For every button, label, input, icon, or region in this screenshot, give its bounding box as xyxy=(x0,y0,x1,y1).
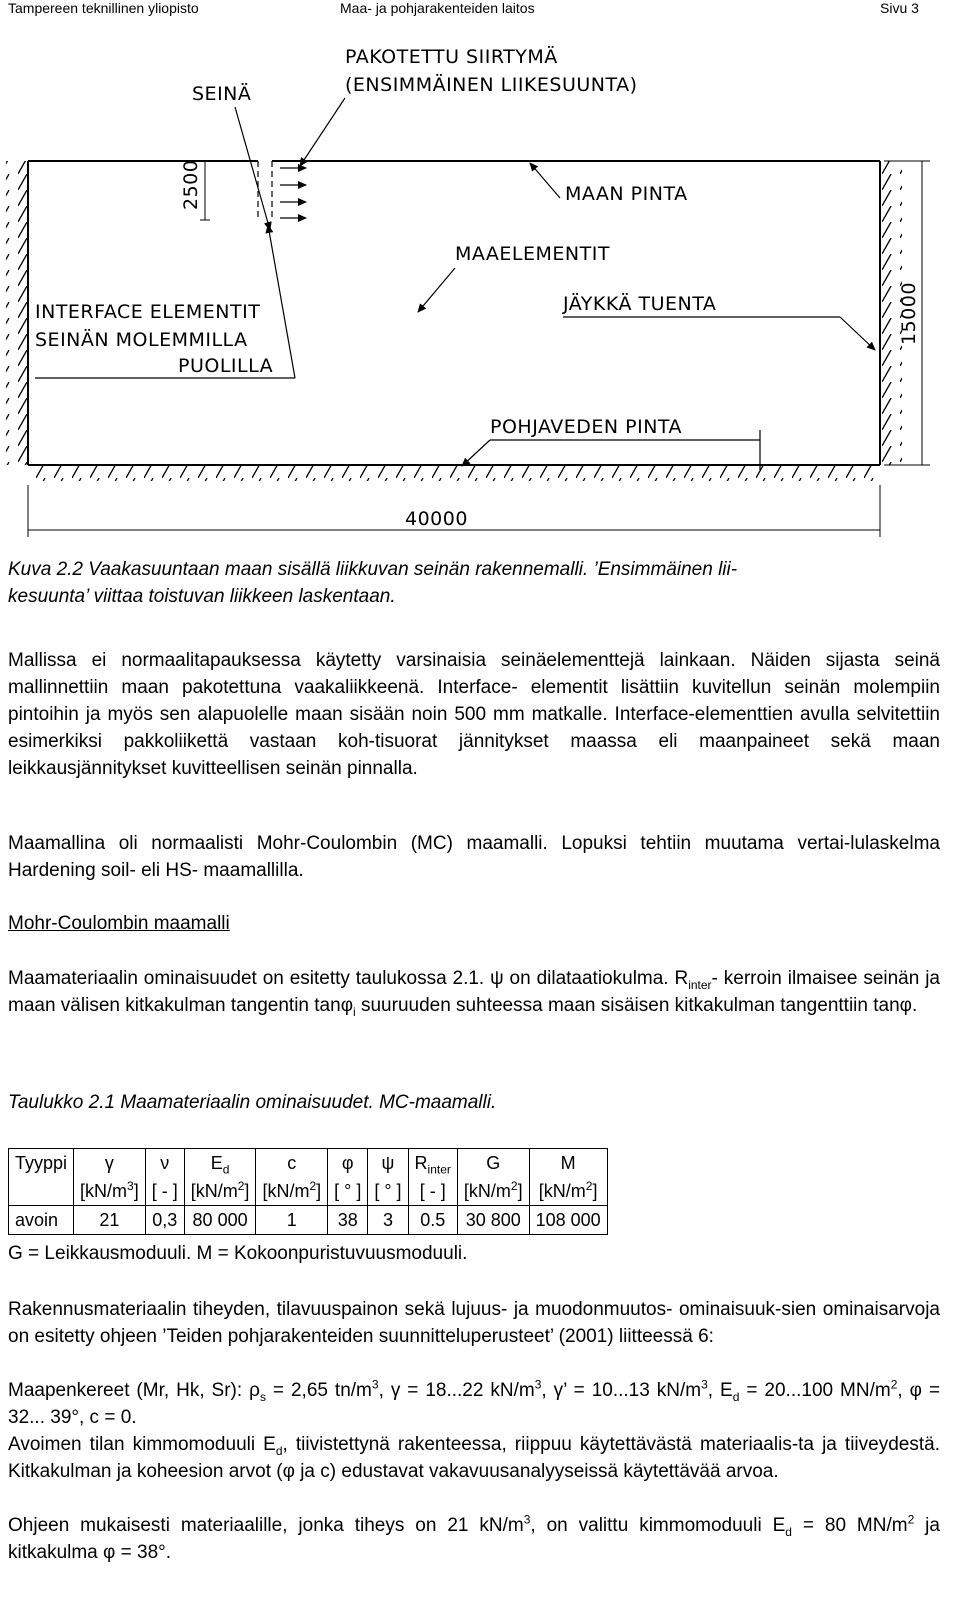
leader-maaelementit xyxy=(418,268,455,312)
dim-15000-label: 15000 xyxy=(898,282,920,345)
td-ed: 80 000 xyxy=(184,1206,256,1235)
header-department: Maa- ja pohjarakenteiden laitos xyxy=(340,0,535,16)
th-gamma: γ xyxy=(74,1149,146,1178)
label-maaelementit: MAAELEMENTIT xyxy=(455,243,610,265)
leader-maan-pinta xyxy=(530,163,560,198)
paragraph-soil-model: Maamallina oli normaalisti Mohr-Coulombin (MC) maamalli. Lopuksi tehtiin muutama vertai-lulaskelma Hardening soil- eli HS- maamallilla. xyxy=(8,833,940,881)
displacement-arrows xyxy=(280,168,306,218)
table-header-row xyxy=(9,1149,608,1178)
paragraph-modulus-note: Avoimen tilan kimmomoduuli $E_d$, tiivistettynä rakenteessa, riippuu käytettävästä materiaalis-ta ja tiiveydestä. Kitkakulman ja koheesion arvot (φ ja c) edustavat vakavuusanalyyseissä käytettävää arvoa. xyxy=(8,1434,940,1482)
paragraph-guideline-reference: Rakennusmateriaalin tiheyden, tilavuuspainon sekä lujuus- ja muodonmuutos- ominaisuuk-sien ominaisarvoja on esitetty ohjeen ’Teiden pohjarakenteiden suunnitteluperusteet’ (2001) liitteessä 6: xyxy=(8,1299,940,1347)
label-maan-pinta: MAAN PINTA xyxy=(565,183,688,205)
label-interface-3: PUOLILLA xyxy=(178,355,274,377)
td-g: 30 800 xyxy=(457,1206,529,1235)
dim-40000-label: 40000 xyxy=(405,508,468,530)
label-jaykka-tuenta: JÄYKKÄ TUENTA xyxy=(563,293,717,315)
paragraph-selected-values: Ohjeen mukaisesti materiaalille, jonka tiheys on 21 $kN/m^3$, on valittu kimmomoduuli $E_d = 80$ $MN/m^2$ ja kitkakulma φ = 38°. xyxy=(8,1512,940,1563)
tu-gamma: $[kN/m^3]$ xyxy=(74,1177,146,1206)
th-type: Tyyppi xyxy=(9,1149,74,1178)
label-pakotettu-1: PAKOTETTU SIIRTYMÄ xyxy=(345,46,558,68)
th-m: M xyxy=(529,1149,607,1178)
leader-pakotettu xyxy=(300,98,345,166)
tu-phi: [ ° ] xyxy=(328,1177,368,1206)
leader-seina xyxy=(235,107,270,230)
tu-nu: [ - ] xyxy=(145,1177,184,1206)
left-support-hatch xyxy=(6,161,28,465)
label-interface-1: INTERFACE ELEMENTIT xyxy=(35,301,261,323)
td-psi: 3 xyxy=(368,1206,408,1235)
tu-g: $[kN/m^2]$ xyxy=(457,1177,529,1206)
header-page-number: Sivu 3 xyxy=(880,0,919,16)
table-units-row xyxy=(9,1177,608,1206)
section-heading: Mohr-Coulombin maamalli xyxy=(8,913,230,934)
th-g: G xyxy=(457,1149,529,1178)
td-c: 1 xyxy=(256,1206,328,1235)
td-nu: 0,3 xyxy=(145,1206,184,1235)
bottom-support-hatch xyxy=(28,465,880,481)
paragraph-model-description: Mallissa ei normaalitapauksessa käytetty varsinaisia seinäelementtejä lainkaan. Näiden sijasta seinä mallinnettiin maan pakotettuna vaakaliikkeenä. Interface- elementit lisättiin kuvitellun seinän molempiin pintoihin ja myös sen alapuolelle maan sisään noin 500 mm matkalle. Interface-elementtien avulla selvitettiin esimerkiksi pakkoliikettä vastaan koh-tisuorat jännitykset maassa eli maanpaineet sekä maan leikkausjännitykset kuvitteellisen seinän pinnalla. xyxy=(8,650,940,779)
tu-type xyxy=(9,1177,74,1206)
tu-rinter: [ - ] xyxy=(408,1177,457,1206)
material-properties-table xyxy=(8,1148,608,1235)
th-nu: ν xyxy=(145,1149,184,1178)
td-rinter: 0.5 xyxy=(408,1206,457,1235)
paragraph-material-intro: Maamateriaalin ominaisuudet on esitetty taulukossa 2.1. ψ on dilataatiokulma. $R_{inter}-$ kerroin ilmaisee seinän ja maan välisen kitkakulman tangentin tanφ$_i$ suuruuden suhteessa maan sisäisen kitkakulman tangenttiin tanφ. xyxy=(8,968,940,1019)
th-phi: φ xyxy=(328,1149,368,1178)
td-m: 108 000 xyxy=(529,1206,607,1235)
td-phi: 38 xyxy=(328,1206,368,1235)
leader-pohjavesi xyxy=(462,440,490,466)
dim-2500-label: 2500 xyxy=(180,159,202,210)
model-diagram xyxy=(0,30,960,550)
label-pohjaveden-pinta: POHJAVEDEN PINTA xyxy=(490,416,683,438)
leader-jaykka xyxy=(840,317,875,350)
tu-c: $[kN/m^2]$ xyxy=(256,1177,328,1206)
td-type: avoin xyxy=(9,1206,74,1235)
tu-ed: $[kN/m^2]$ xyxy=(184,1177,256,1206)
tu-m: $[kN/m^2]$ xyxy=(529,1177,607,1206)
table-caption: Taulukko 2.1 Maamateriaalin ominaisuudet. MC-maamalli. xyxy=(8,1092,497,1113)
th-rinter: $R_{inter}$ xyxy=(408,1149,457,1178)
header-institution: Tampereen teknillinen yliopisto xyxy=(8,0,199,16)
label-pakotettu-2: (ENSIMMÄINEN LIIKESUUNTA) xyxy=(345,74,638,96)
figure-caption: Kuva 2.2 Vaakasuuntaan maan sisällä liikkuvan seinän rakennemalli. ’Ensimmäinen lii- kesuunta’ viittaa toistuvan liikkeen laskentaan. xyxy=(8,559,738,607)
paragraph-table-legend: G = Leikkausmoduuli. M = Kokoonpuristuvuusmoduuli. xyxy=(8,1243,468,1264)
paragraph-embankment-values: Maapenkereet (Mr, Hk, Sr): $\rho_s = 2,65$ $tn/m^3$, γ = 18...22 $kN/m^3$, γ’ = 10...13 $kN/m^3$, $E_d = 20...100$ $MN/m^2$, φ = 32... 39°, c = 0. xyxy=(8,1377,941,1428)
tu-psi: [ ° ] xyxy=(368,1177,408,1206)
table-row xyxy=(9,1206,608,1235)
th-ed: $E_d$ xyxy=(184,1149,256,1178)
th-psi: ψ xyxy=(368,1149,408,1178)
label-seina: SEINÄ xyxy=(192,83,252,105)
label-interface-2: SEINÄN MOLEMMILLA xyxy=(35,329,248,351)
td-gamma: 21 xyxy=(74,1206,146,1235)
th-c: c xyxy=(256,1149,328,1178)
